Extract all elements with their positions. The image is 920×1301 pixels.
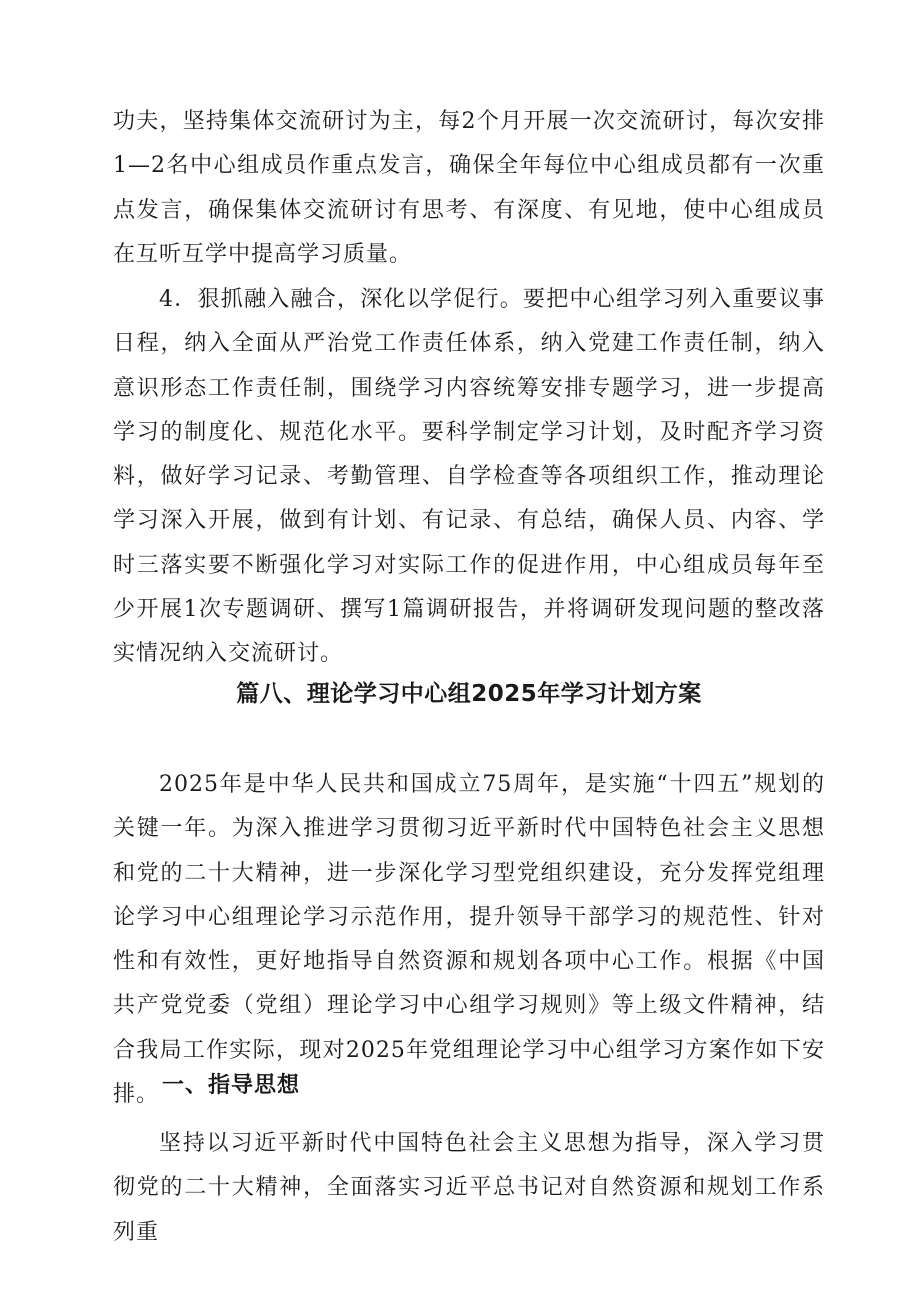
paragraph-continued: 功夫，坚持集体交流研讨为主，每2个月开展一次交流研讨，每次安排1—2名中心组成员作重点发言，确保全年每位中心组成员都有一次重点发言，确保集体交流研讨有思考、有深度、有见地，使中心组成员在互听互学中提高学习质量。	[113, 109, 825, 267]
heading-guiding-ideology: 一、指导思想	[162, 1073, 301, 1098]
intro-paragraph: 2025年是中华人民共和国成立75周年，是实施“十四五”规划的关键一年。为深入推进学习贯彻习近平新时代中国特色社会主义思想和党的二十大精神，进一步深化学习型党组织建设，充分发挥党组理论学习中心组理论学习示范作用，提升领导干部学习的规范性、针对性和有效性，更好地指导自然资源和规划各项中心工作。根据《中国共产党党委（党组）理论学习中心组学习规则》等上级文件精神，结合我局工作实际，现对2025年党组理论学习中心组学习方案作如下安排。	[113, 772, 825, 1108]
paragraph-item-4: 4．狠抓融入融合，深化以学促行。要把中心组学习列入重要议事日程，纳入全面从严治党工作责任体系，纳入党建工作责任制，纳入意识形态工作责任制，围绕学习内容统筹安排专题学习，进一步提高学习的制度化、规范化水平。要科学制定学习计划，及时配齐学习资料，做好学习记录、考勤管理、自学检查等各项组织工作，推动理论学习深入开展，做到有计划、有记录、有总结，确保人员、内容、学时三落实要不断强化学习对实际工作的促进作用，中心组成员每年至少开展1次专题调研、撰写1篇调研报告，并将调研发现问题的整改落实情况纳入交流研讨。	[113, 287, 825, 667]
paragraph-guiding-ideology: 坚持以习近平新时代中国特色社会主义思想为指导，深入学习贯彻党的二十大精神，全面落实习近平总书记对自然资源和规划工作系列重	[113, 1131, 825, 1245]
section-title: 篇八、理论学习中心组2025年学习计划方案	[236, 681, 702, 707]
